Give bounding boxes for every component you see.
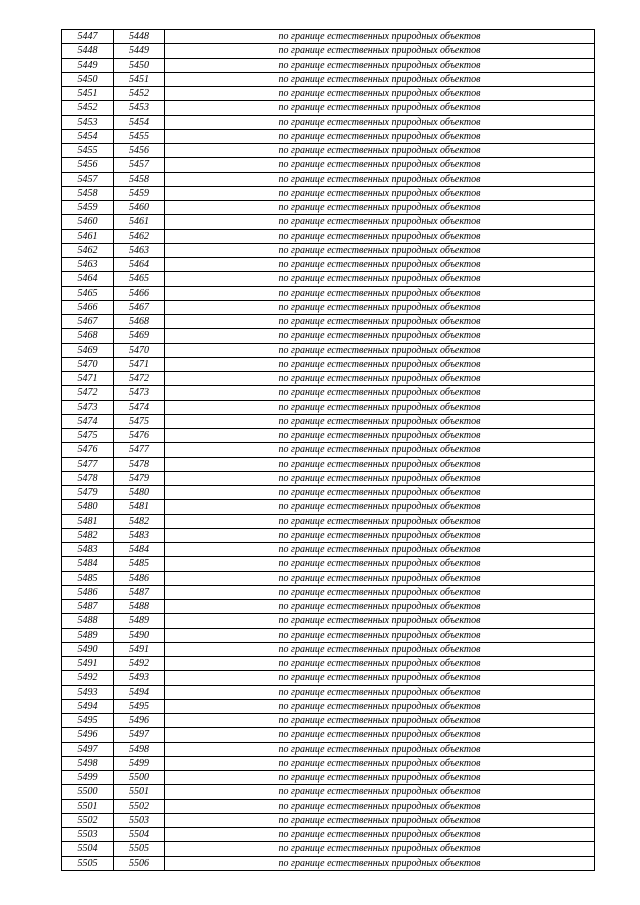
description-cell: по границе естественных природных объектов [165, 286, 595, 300]
to-point-cell: 5506 [114, 856, 165, 870]
to-point-cell: 5485 [114, 557, 165, 571]
from-point-cell: 5502 [62, 813, 114, 827]
boundary-table [61, 29, 595, 871]
description-cell: по границе естественных природных объектов [165, 785, 595, 799]
table-row [62, 129, 595, 143]
table-row [62, 699, 595, 713]
description-cell: по границе естественных природных объектов [165, 557, 595, 571]
from-point-cell: 5457 [62, 172, 114, 186]
description-cell: по границе естественных природных объектов [165, 115, 595, 129]
from-point-cell: 5485 [62, 571, 114, 585]
to-point-cell: 5505 [114, 842, 165, 856]
table-row [62, 614, 595, 628]
description-cell: по границе естественных природных объектов [165, 329, 595, 343]
to-point-cell: 5465 [114, 272, 165, 286]
to-point-cell: 5461 [114, 215, 165, 229]
to-point-cell: 5491 [114, 642, 165, 656]
from-point-cell: 5456 [62, 158, 114, 172]
table-row [62, 728, 595, 742]
to-point-cell: 5502 [114, 799, 165, 813]
table-row [62, 742, 595, 756]
description-cell: по границе естественных природных объектов [165, 685, 595, 699]
description-cell: по границе естественных природных объектов [165, 771, 595, 785]
description-cell: по границе естественных природных объектов [165, 201, 595, 215]
table-row [62, 443, 595, 457]
to-point-cell: 5499 [114, 756, 165, 770]
from-point-cell: 5465 [62, 286, 114, 300]
to-point-cell: 5477 [114, 443, 165, 457]
description-cell: по границе естественных природных объектов [165, 144, 595, 158]
from-point-cell: 5469 [62, 343, 114, 357]
table-row [62, 486, 595, 500]
description-cell: по границе естественных природных объектов [165, 186, 595, 200]
table-row [62, 243, 595, 257]
description-cell: по границе естественных природных объектов [165, 300, 595, 314]
to-point-cell: 5462 [114, 229, 165, 243]
table-row [62, 414, 595, 428]
from-point-cell: 5487 [62, 600, 114, 614]
description-cell: по границе естественных природных объектов [165, 272, 595, 286]
from-point-cell: 5475 [62, 429, 114, 443]
description-cell: по границе естественных природных объектов [165, 742, 595, 756]
from-point-cell: 5488 [62, 614, 114, 628]
from-point-cell: 5461 [62, 229, 114, 243]
to-point-cell: 5448 [114, 30, 165, 44]
description-cell: по границе естественных природных объектов [165, 429, 595, 443]
table-row [62, 471, 595, 485]
to-point-cell: 5483 [114, 528, 165, 542]
description-cell: по границе естественных природных объектов [165, 585, 595, 599]
to-point-cell: 5459 [114, 186, 165, 200]
description-cell: по границе естественных природных объектов [165, 457, 595, 471]
table-body [62, 30, 595, 871]
table-row [62, 158, 595, 172]
to-point-cell: 5471 [114, 357, 165, 371]
description-cell: по границе естественных природных объектов [165, 229, 595, 243]
to-point-cell: 5501 [114, 785, 165, 799]
to-point-cell: 5468 [114, 315, 165, 329]
description-cell: по границе естественных природных объектов [165, 628, 595, 642]
to-point-cell: 5474 [114, 400, 165, 414]
to-point-cell: 5454 [114, 115, 165, 129]
from-point-cell: 5489 [62, 628, 114, 642]
description-cell: по границе естественных природных объектов [165, 30, 595, 44]
description-cell: по границе естественных природных объектов [165, 87, 595, 101]
to-point-cell: 5469 [114, 329, 165, 343]
to-point-cell: 5457 [114, 158, 165, 172]
to-point-cell: 5497 [114, 728, 165, 742]
from-point-cell: 5497 [62, 742, 114, 756]
table-row [62, 657, 595, 671]
description-cell: по границе естественных природных объектов [165, 500, 595, 514]
table-row [62, 671, 595, 685]
from-point-cell: 5482 [62, 528, 114, 542]
from-point-cell: 5481 [62, 514, 114, 528]
from-point-cell: 5450 [62, 72, 114, 86]
table-row [62, 30, 595, 44]
from-point-cell: 5471 [62, 372, 114, 386]
to-point-cell: 5475 [114, 414, 165, 428]
from-point-cell: 5474 [62, 414, 114, 428]
table-row [62, 600, 595, 614]
table-row [62, 400, 595, 414]
from-point-cell: 5499 [62, 771, 114, 785]
to-point-cell: 5495 [114, 699, 165, 713]
description-cell: по границе естественных природных объектов [165, 372, 595, 386]
from-point-cell: 5501 [62, 799, 114, 813]
from-point-cell: 5496 [62, 728, 114, 742]
from-point-cell: 5498 [62, 756, 114, 770]
from-point-cell: 5463 [62, 258, 114, 272]
description-cell: по границе естественных природных объектов [165, 528, 595, 542]
from-point-cell: 5490 [62, 642, 114, 656]
to-point-cell: 5478 [114, 457, 165, 471]
from-point-cell: 5484 [62, 557, 114, 571]
to-point-cell: 5453 [114, 101, 165, 115]
from-point-cell: 5455 [62, 144, 114, 158]
from-point-cell: 5460 [62, 215, 114, 229]
to-point-cell: 5466 [114, 286, 165, 300]
table-row [62, 72, 595, 86]
description-cell: по границе естественных природных объектов [165, 215, 595, 229]
description-cell: по границе естественных природных объектов [165, 828, 595, 842]
to-point-cell: 5455 [114, 129, 165, 143]
from-point-cell: 5494 [62, 699, 114, 713]
from-point-cell: 5470 [62, 357, 114, 371]
from-point-cell: 5504 [62, 842, 114, 856]
description-cell: по границе естественных природных объектов [165, 343, 595, 357]
table-row [62, 172, 595, 186]
description-cell: по границе естественных природных объектов [165, 699, 595, 713]
table-row [62, 286, 595, 300]
to-point-cell: 5484 [114, 543, 165, 557]
table-row [62, 557, 595, 571]
from-point-cell: 5468 [62, 329, 114, 343]
table-row [62, 357, 595, 371]
from-point-cell: 5451 [62, 87, 114, 101]
from-point-cell: 5453 [62, 115, 114, 129]
to-point-cell: 5494 [114, 685, 165, 699]
table-row [62, 258, 595, 272]
from-point-cell: 5477 [62, 457, 114, 471]
description-cell: по границе естественных природных объектов [165, 514, 595, 528]
to-point-cell: 5456 [114, 144, 165, 158]
to-point-cell: 5498 [114, 742, 165, 756]
to-point-cell: 5489 [114, 614, 165, 628]
from-point-cell: 5483 [62, 543, 114, 557]
from-point-cell: 5492 [62, 671, 114, 685]
table-row [62, 514, 595, 528]
from-point-cell: 5462 [62, 243, 114, 257]
to-point-cell: 5500 [114, 771, 165, 785]
from-point-cell: 5454 [62, 129, 114, 143]
from-point-cell: 5449 [62, 58, 114, 72]
from-point-cell: 5491 [62, 657, 114, 671]
to-point-cell: 5482 [114, 514, 165, 528]
to-point-cell: 5463 [114, 243, 165, 257]
description-cell: по границе естественных природных объектов [165, 714, 595, 728]
description-cell: по границе естественных природных объектов [165, 72, 595, 86]
table-row [62, 500, 595, 514]
description-cell: по границе естественных природных объектов [165, 486, 595, 500]
description-cell: по границе естественных природных объектов [165, 258, 595, 272]
description-cell: по границе естественных природных объектов [165, 842, 595, 856]
from-point-cell: 5486 [62, 585, 114, 599]
description-cell: по границе естественных природных объектов [165, 856, 595, 870]
table-row [62, 87, 595, 101]
to-point-cell: 5490 [114, 628, 165, 642]
table-row [62, 714, 595, 728]
table-row [62, 201, 595, 215]
to-point-cell: 5458 [114, 172, 165, 186]
description-cell: по границе естественных природных объектов [165, 386, 595, 400]
from-point-cell: 5459 [62, 201, 114, 215]
description-cell: по границе естественных природных объектов [165, 600, 595, 614]
table-row [62, 771, 595, 785]
from-point-cell: 5473 [62, 400, 114, 414]
to-point-cell: 5473 [114, 386, 165, 400]
from-point-cell: 5447 [62, 30, 114, 44]
table-row [62, 571, 595, 585]
table-row [62, 628, 595, 642]
table-row [62, 813, 595, 827]
to-point-cell: 5479 [114, 471, 165, 485]
table-row [62, 785, 595, 799]
to-point-cell: 5460 [114, 201, 165, 215]
to-point-cell: 5488 [114, 600, 165, 614]
description-cell: по границе естественных природных объектов [165, 357, 595, 371]
to-point-cell: 5470 [114, 343, 165, 357]
to-point-cell: 5481 [114, 500, 165, 514]
table-row [62, 828, 595, 842]
from-point-cell: 5505 [62, 856, 114, 870]
table-row [62, 842, 595, 856]
description-cell: по границе естественных природных объектов [165, 58, 595, 72]
to-point-cell: 5472 [114, 372, 165, 386]
table-row [62, 642, 595, 656]
table-row [62, 300, 595, 314]
description-cell: по границе естественных природных объектов [165, 243, 595, 257]
to-point-cell: 5492 [114, 657, 165, 671]
from-point-cell: 5500 [62, 785, 114, 799]
to-point-cell: 5476 [114, 429, 165, 443]
description-cell: по границе естественных природных объектов [165, 642, 595, 656]
description-cell: по границе естественных природных объектов [165, 400, 595, 414]
from-point-cell: 5464 [62, 272, 114, 286]
to-point-cell: 5467 [114, 300, 165, 314]
to-point-cell: 5503 [114, 813, 165, 827]
table-row [62, 386, 595, 400]
from-point-cell: 5467 [62, 315, 114, 329]
from-point-cell: 5472 [62, 386, 114, 400]
table-row [62, 756, 595, 770]
from-point-cell: 5479 [62, 486, 114, 500]
to-point-cell: 5480 [114, 486, 165, 500]
description-cell: по границе естественных природных объектов [165, 671, 595, 685]
table-row [62, 272, 595, 286]
description-cell: по границе естественных природных объектов [165, 101, 595, 115]
to-point-cell: 5449 [114, 44, 165, 58]
description-cell: по границе естественных природных объектов [165, 571, 595, 585]
description-cell: по границе естественных природных объектов [165, 315, 595, 329]
table-row [62, 856, 595, 870]
to-point-cell: 5486 [114, 571, 165, 585]
table-row [62, 229, 595, 243]
to-point-cell: 5493 [114, 671, 165, 685]
table-row [62, 44, 595, 58]
table-row [62, 685, 595, 699]
table-row [62, 215, 595, 229]
from-point-cell: 5452 [62, 101, 114, 115]
description-cell: по границе естественных природных объектов [165, 543, 595, 557]
from-point-cell: 5480 [62, 500, 114, 514]
description-cell: по границе естественных природных объектов [165, 756, 595, 770]
to-point-cell: 5487 [114, 585, 165, 599]
description-cell: по границе естественных природных объектов [165, 728, 595, 742]
to-point-cell: 5496 [114, 714, 165, 728]
description-cell: по границе естественных природных объектов [165, 799, 595, 813]
table-row [62, 799, 595, 813]
from-point-cell: 5495 [62, 714, 114, 728]
table-row [62, 58, 595, 72]
description-cell: по границе естественных природных объектов [165, 471, 595, 485]
description-cell: по границе естественных природных объектов [165, 158, 595, 172]
to-point-cell: 5452 [114, 87, 165, 101]
table-row [62, 329, 595, 343]
to-point-cell: 5504 [114, 828, 165, 842]
table-row [62, 585, 595, 599]
description-cell: по границе естественных природных объектов [165, 443, 595, 457]
description-cell: по границе естественных природных объектов [165, 129, 595, 143]
table-row [62, 101, 595, 115]
from-point-cell: 5466 [62, 300, 114, 314]
to-point-cell: 5464 [114, 258, 165, 272]
table-row [62, 186, 595, 200]
description-cell: по границе естественных природных объектов [165, 614, 595, 628]
to-point-cell: 5451 [114, 72, 165, 86]
table-row [62, 372, 595, 386]
description-cell: по границе естественных природных объектов [165, 172, 595, 186]
table-row [62, 543, 595, 557]
table-row [62, 429, 595, 443]
to-point-cell: 5450 [114, 58, 165, 72]
from-point-cell: 5478 [62, 471, 114, 485]
table-row [62, 457, 595, 471]
description-cell: по границе естественных природных объектов [165, 813, 595, 827]
description-cell: по границе естественных природных объектов [165, 44, 595, 58]
description-cell: по границе естественных природных объектов [165, 414, 595, 428]
table-row [62, 343, 595, 357]
from-point-cell: 5458 [62, 186, 114, 200]
table-row [62, 315, 595, 329]
table-row [62, 528, 595, 542]
from-point-cell: 5448 [62, 44, 114, 58]
table-row [62, 144, 595, 158]
from-point-cell: 5493 [62, 685, 114, 699]
from-point-cell: 5476 [62, 443, 114, 457]
from-point-cell: 5503 [62, 828, 114, 842]
description-cell: по границе естественных природных объектов [165, 657, 595, 671]
table-row [62, 115, 595, 129]
